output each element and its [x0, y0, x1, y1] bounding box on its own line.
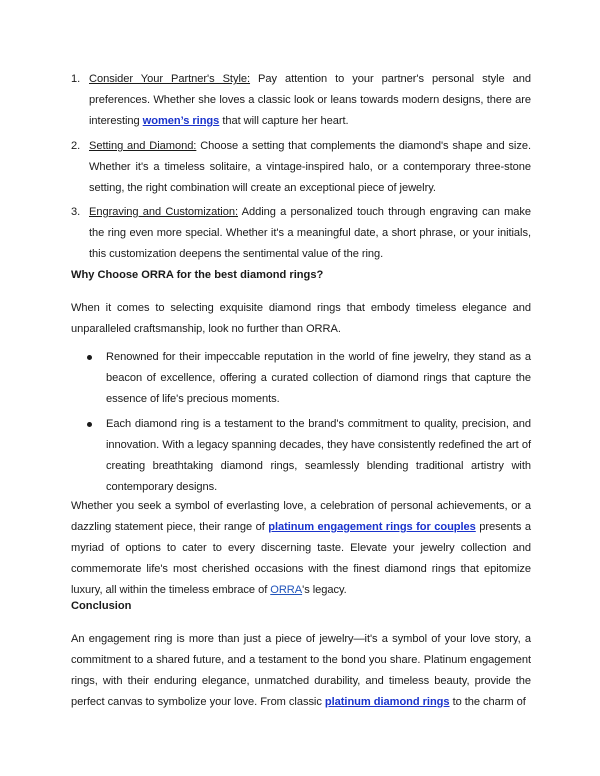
bullet-icon [87, 422, 92, 427]
list-number: 2. [71, 140, 81, 152]
list-item-title: Setting and Diamond: [89, 140, 197, 152]
paragraph-text: to the charm of [449, 696, 526, 708]
womens-rings-link[interactable]: women’s rings [142, 115, 220, 127]
section-heading-conclusion: Conclusion [71, 600, 132, 612]
paragraph-text: 's legacy. [302, 584, 347, 596]
list-item-text: Pay attention to your partner's personal style and preferences. Whether she loves a classic look or leans towards modern designs, there are interesting [89, 73, 531, 127]
list-item-partner-style [71, 69, 531, 132]
bullet-icon [87, 355, 92, 360]
bullet-text: Each diamond ring is a testament to the brand's commitment to quality, precision, and innovation. With a legacy spanning decades, they have consistently redefined the art of creating breathtaking diamond rings, seamlessly blending traditional artistry with contemporary designs. [106, 418, 531, 493]
bullet-item [106, 414, 531, 498]
platinum-diamond-rings-link[interactable]: platinum diamond rings [324, 696, 450, 708]
list-item-engraving [71, 202, 531, 265]
list-item-text: that will capture her heart. [219, 115, 349, 127]
orra-link[interactable]: ORRA [270, 584, 303, 596]
intro-paragraph: When it comes to selecting exquisite diamond rings that embody timeless elegance and unparalleled craftsmanship, look no further than ORRA. [71, 302, 531, 335]
list-item-text: Adding a personalized touch through engraving can make the ring even more special. Whether it's a meaningful date, a short phrase, or your initials, this customization deepens the sentimental value of the ring. [89, 206, 531, 260]
list-item-title: Consider Your Partner's Style: [89, 73, 251, 85]
bullet-item [106, 347, 531, 410]
paragraph-text: An engagement ring is more than just a piece of jewelry—it's a symbol of your love story, a commitment to a shared future, and a testament to the bond you share. Platinum engagement rings, with their enduring elegance, unmatched durability, and timeless beauty, provide the perfect canvas to symbolize your love. From classic [71, 633, 531, 708]
conclusion-paragraph [71, 629, 531, 713]
list-number: 3. [71, 206, 81, 218]
platinum-engagement-rings-couples-link[interactable]: platinum engagement rings for couples [268, 521, 476, 533]
bullet-text: Renowned for their impeccable reputation in the world of fine jewelry, they stand as a beacon of excellence, offering a curated collection of diamond rings that capture the essence of life's precious moments. [106, 351, 531, 405]
list-number: 1. [71, 73, 81, 85]
list-item-setting-diamond [71, 136, 531, 199]
list-item-text: Choose a setting that complements the diamond's shape and size. Whether it's a timeless solitaire, a vintage-inspired halo, or a contemporary three-stone setting, the right combination will create an exceptional piece of jewelry. [89, 140, 531, 194]
paragraph-text: Whether you seek a symbol of everlasting love, a celebration of personal achievements, or a dazzling statement piece, their range of [71, 500, 531, 533]
list-item-title: Engraving and Customization: [89, 206, 238, 218]
paragraph-text: presents a myriad of options to cater to every discerning taste. Elevate your jewelry collection and commemorate life's most cherished occasions with the finest diamond rings that epitomize luxury, all within the timeless embrace of [71, 521, 531, 596]
section-heading-why-orra: Why Choose ORRA for the best diamond rings? [71, 269, 324, 281]
closing-paragraph [71, 496, 531, 601]
